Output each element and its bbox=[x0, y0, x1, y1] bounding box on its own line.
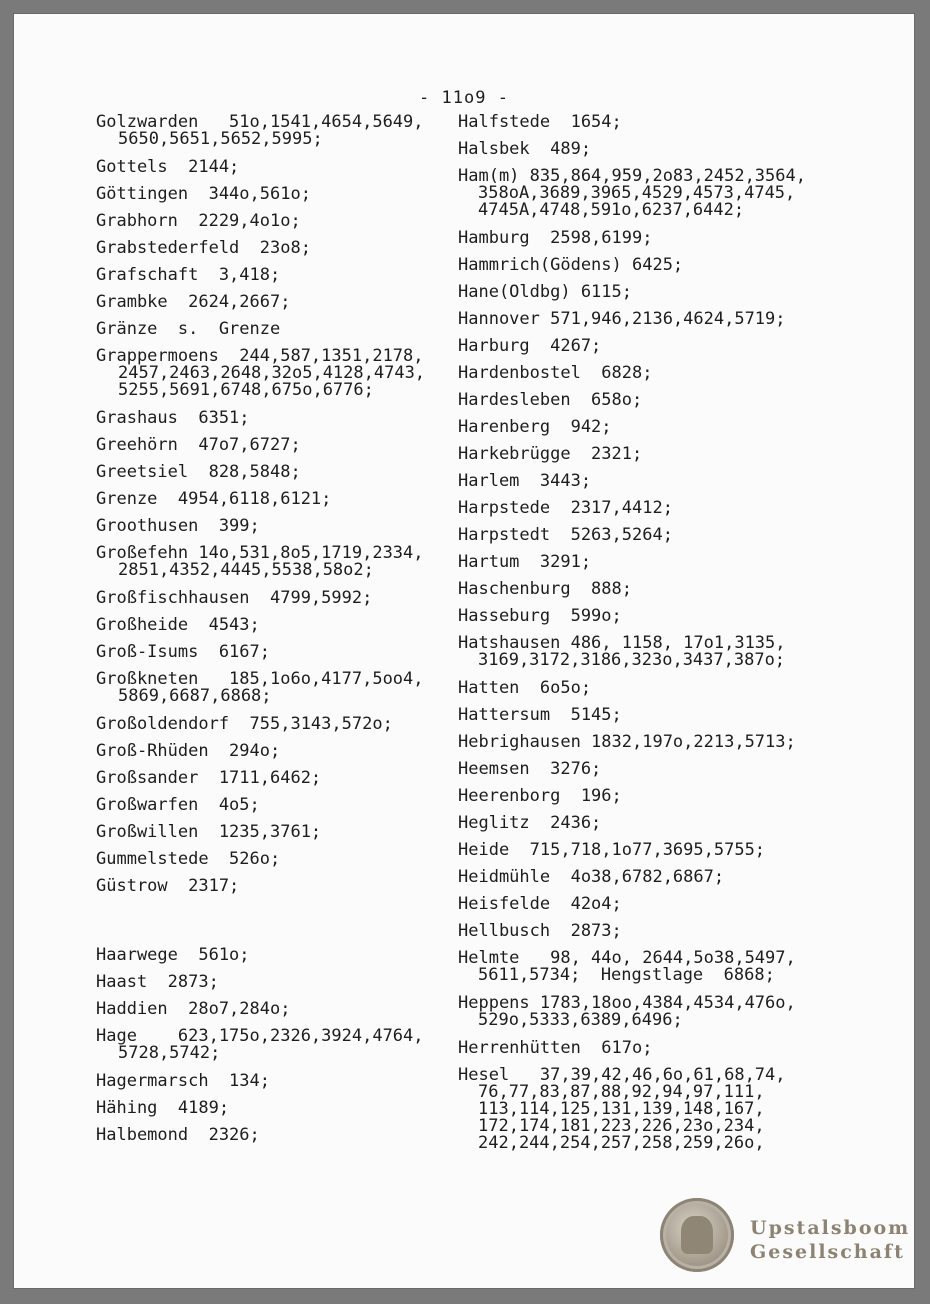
index-entry: Güstrow 2317; bbox=[96, 876, 240, 896]
index-entry: Heisfelde 42o4; bbox=[458, 894, 622, 914]
index-entry: Großefehn 14o,531,8o5,1719,2334, 2851,4352,4445,5538,58o2; bbox=[96, 543, 424, 580]
index-entry: Grambke 2624,2667; bbox=[96, 292, 291, 312]
index-entry: Groß-Isums 6167; bbox=[96, 642, 270, 662]
index-entry: Hane(Oldbg) 6115; bbox=[458, 282, 632, 302]
index-entry: Hartum 3291; bbox=[458, 552, 592, 572]
index-entry: Haarwege 561o; bbox=[96, 945, 250, 965]
index-entry: Hähing 4189; bbox=[96, 1098, 230, 1118]
index-entry: Halbemond 2326; bbox=[96, 1125, 260, 1145]
index-entry: Grabstederfeld 23o8; bbox=[96, 238, 311, 258]
left-column bbox=[96, 114, 458, 1154]
index-entry: Hardenbostel 6828; bbox=[458, 363, 653, 383]
index-entry: Hamburg 2598,6199; bbox=[458, 228, 653, 248]
index-entry: Helmte 98, 44o, 2644,5o38,5497, 5611,5734; Hengstlage 6868; bbox=[458, 948, 796, 985]
index-entry: Großwarfen 4o5; bbox=[96, 795, 260, 815]
index-entry: Hasseburg 599o; bbox=[458, 606, 622, 626]
index-entry: Halsbek 489; bbox=[458, 139, 592, 159]
index-entry: Hatten 6o5o; bbox=[458, 678, 592, 698]
index-entry: Harpstede 2317,4412; bbox=[458, 498, 673, 518]
index-entry: Ham(m) 835,864,959,2o83,2452,3564, 358oA,3689,3965,4529,4573,4745, 4745A,4748,591o,6237,6442; bbox=[458, 166, 806, 220]
index-entry: Halfstede 1654; bbox=[458, 112, 622, 132]
index-entry: Harburg 4267; bbox=[458, 336, 602, 356]
index-entry: Hatshausen 486, 1158, 17o1,3135, 3169,3172,3186,323o,3437,387o; bbox=[458, 633, 786, 670]
index-entry: Großheide 4543; bbox=[96, 615, 260, 635]
logo-text bbox=[750, 1216, 910, 1264]
index-entry: Großoldendorf 755,3143,572o; bbox=[96, 714, 393, 734]
index-entry: Heerenborg 196; bbox=[458, 786, 622, 806]
index-entry: Groothusen 399; bbox=[96, 516, 260, 536]
logo-line-1: Upstalsboom bbox=[750, 1217, 911, 1239]
index-entry: Golzwarden 51o,1541,4654,5649, 5650,5651,5652,5995; bbox=[96, 112, 424, 149]
index-entry: Hellbusch 2873; bbox=[458, 921, 622, 941]
index-entry: Grabhorn 2229,4o1o; bbox=[96, 211, 301, 231]
index-entry: Hammrich(Gödens) 6425; bbox=[458, 255, 684, 275]
index-entry: Heppens 1783,18oo,4384,4534,476o, 529o,5333,6389,6496; bbox=[458, 993, 796, 1030]
index-entry: Grenze 4954,6118,6121; bbox=[96, 489, 332, 509]
index-entry: Grafschaft 3,418; bbox=[96, 265, 281, 285]
index-entry: Herrenhütten 617o; bbox=[458, 1038, 653, 1058]
index-entry: Großkneten 185,1o6o,4177,5oo4, 5869,6687,6868; bbox=[96, 669, 424, 706]
index-entry: Hardesleben 658o; bbox=[458, 390, 643, 410]
index-entry: Harkebrügge 2321; bbox=[458, 444, 643, 464]
seal-logo-icon bbox=[660, 1198, 734, 1272]
index-entry: Groß-Rhüden 294o; bbox=[96, 741, 281, 761]
index-entry: Heidmühle 4o38,6782,6867; bbox=[458, 867, 725, 887]
index-entry: Gummelstede 526o; bbox=[96, 849, 281, 869]
index-entry: Haast 2873; bbox=[96, 972, 219, 992]
index-entry: Gottels 2144; bbox=[96, 157, 240, 177]
index-entry: Grappermoens 244,587,1351,2178, 2457,2463,2648,32o5,4128,4743, 5255,5691,6748,675o,6776; bbox=[96, 346, 426, 400]
index-entry: Großsander 1711,6462; bbox=[96, 768, 322, 788]
index-entry: Hannover 571,946,2136,4624,5719; bbox=[458, 309, 786, 329]
document-page bbox=[14, 14, 914, 1288]
page-number: - 11o9 - bbox=[419, 88, 509, 108]
index-entry: Harlem 3443; bbox=[458, 471, 592, 491]
index-entry: Heglitz 2436; bbox=[458, 813, 602, 833]
index-entry: Großfischhausen 4799,5992; bbox=[96, 588, 373, 608]
index-entry: Göttingen 344o,561o; bbox=[96, 184, 311, 204]
index-entry: Harpstedt 5263,5264; bbox=[458, 525, 673, 545]
index-entry: Heemsen 3276; bbox=[458, 759, 602, 779]
index-entry: Hage 623,175o,2326,3924,4764, 5728,5742; bbox=[96, 1026, 424, 1063]
index-entry: Greetsiel 828,5848; bbox=[96, 462, 301, 482]
index-entry: Gränze s. Grenze bbox=[96, 319, 281, 339]
right-column bbox=[458, 112, 868, 1153]
index-entry: Harenberg 942; bbox=[458, 417, 612, 437]
index-entry: Heide 715,718,1o77,3695,5755; bbox=[458, 840, 766, 860]
index-entry: Hesel 37,39,42,46,6o,61,68,74, 76,77,83,87,88,92,94,97,111, 113,114,125,131,139,148,167, 172,174,181,223,226,23o,234, 242,244,254,257,258,259,26o, bbox=[458, 1065, 786, 1153]
index-entry: Hebrighausen 1832,197o,2213,5713; bbox=[458, 732, 796, 752]
index-entry: Hattersum 5145; bbox=[458, 705, 622, 725]
index-entry: Haddien 28o7,284o; bbox=[96, 999, 291, 1019]
logo-line-2: Gesellschaft bbox=[750, 1241, 905, 1263]
index-entry: Greehörn 47o7,6727; bbox=[96, 435, 301, 455]
index-entry: Hagermarsch 134; bbox=[96, 1071, 270, 1091]
section-gap bbox=[96, 905, 458, 947]
index-entry: Grashaus 6351; bbox=[96, 408, 250, 428]
index-entry: Haschenburg 888; bbox=[458, 579, 632, 599]
index-entry: Großwillen 1235,3761; bbox=[96, 822, 322, 842]
